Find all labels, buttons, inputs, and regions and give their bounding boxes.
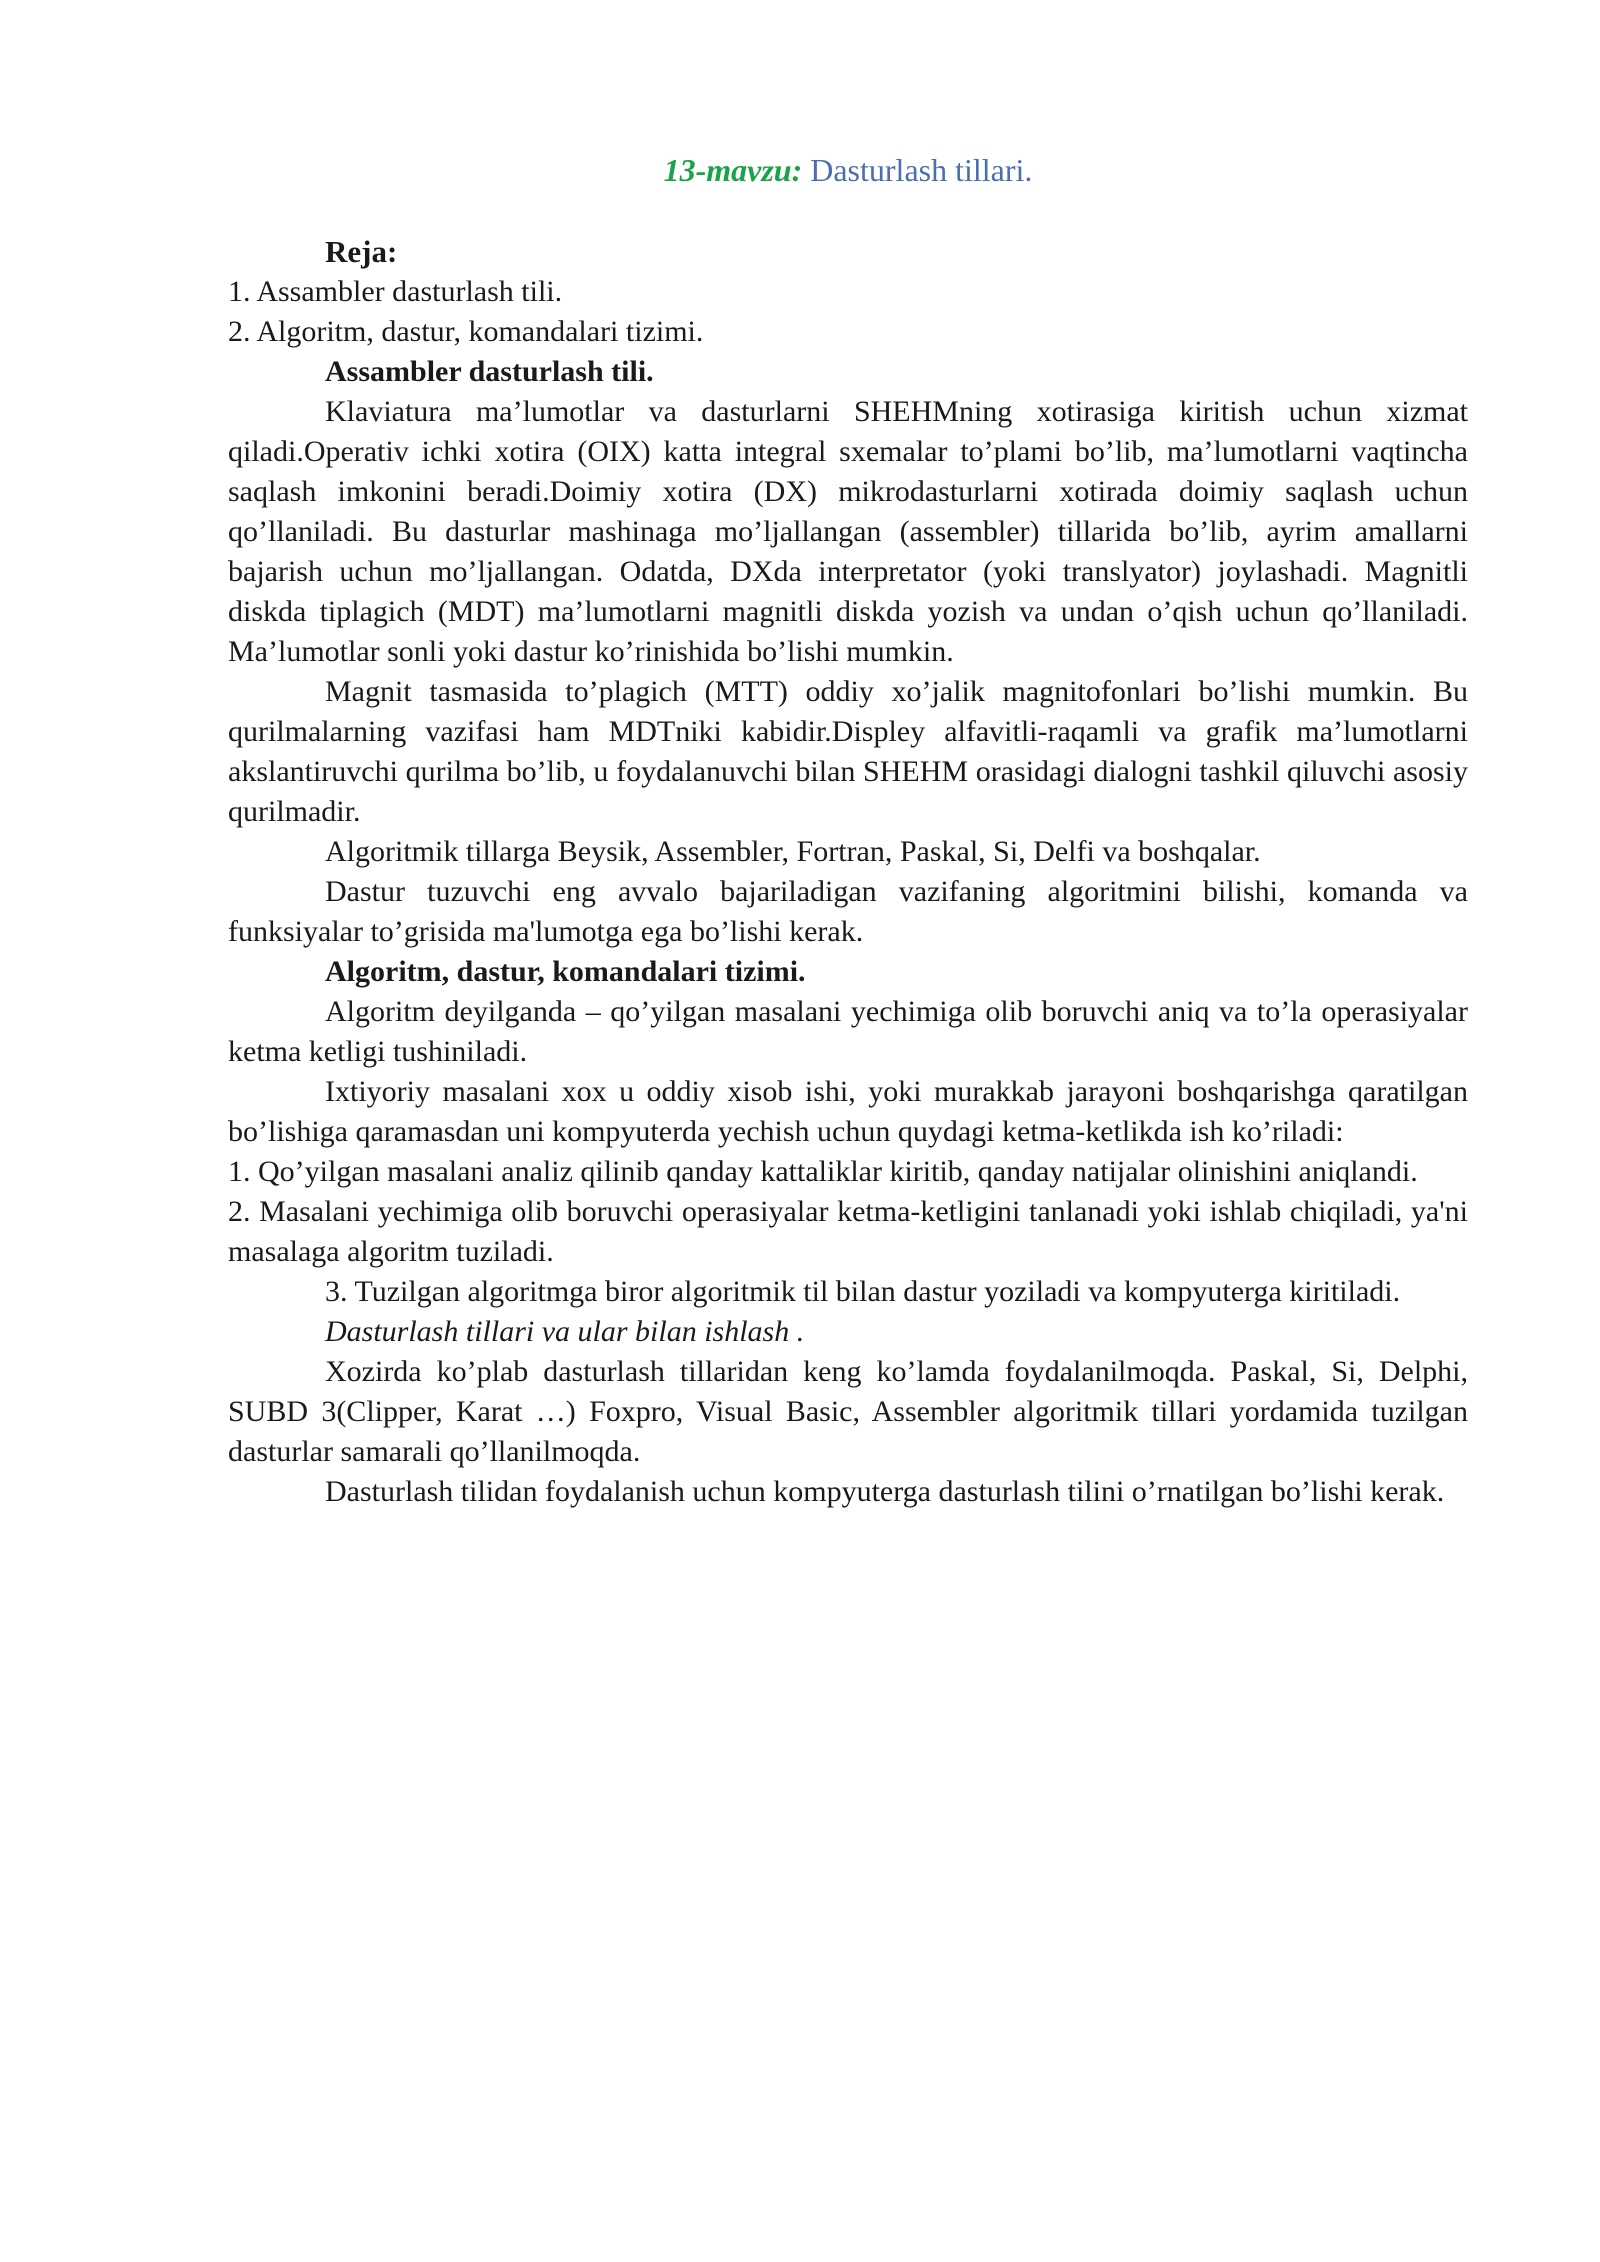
paragraph: Dasturlash tilidan foydalanish uchun kompyuterga dasturlash tilini o’rnatilgan bo’lishi kerak. bbox=[325, 1475, 1445, 1508]
paragraph: Algoritmik tillarga Beysik, Assembler, Fortran, Paskal, Si, Delfi va boshqalar. bbox=[325, 835, 1261, 868]
paragraph: Magnit tasmasida to’plagich (MTT) oddiy xo’jalik magnitofonlari bo’lishi mumkin. Bu qurilmalarning vazifasi ham MDTniki kabidir.Displey alfavitli-raqamli va grafik ma’lumotlarni akslantiruvchi qurilma bo’lib, u foydalanuvchi bilan SHEHM orasidagi dialogni tashkil qiluvchi asosiy qurilmadir. bbox=[228, 675, 1468, 828]
plan-item: 1. Assambler dasturlash tili. bbox=[228, 275, 563, 308]
numbered-step: 1. Qo’yilgan masalani analiz qilinib qanday kattaliklar kiritib, qanday natijalar olinishini aniqlandi. bbox=[228, 1155, 1418, 1188]
section-heading: Algoritm, dastur, komandalari tizimi. bbox=[325, 955, 806, 988]
paragraph: Klaviatura ma’lumotlar va dasturlarni SHEHMning xotirasiga kiritish uchun xizmat qiladi.Operativ ichki xotira (OIX) katta integral sxemalar to’plami bo’lib, ma’lumotlarni vaqtincha saqlash imkonini beradi.Doimiy xotira (DX) mikrodasturlarni xotirada doimiy saqlash uchun qo’llaniladi. Bu dasturlar mashinaga mo’ljallangan (assembler) tillarida bo’lib, ayrim amallarni bajarish uchun mo’ljallangan. Odatda, DXda interpretator (yoki translyator) joylashadi. Magnitli diskda tiplagich (MDT) ma’lumotlarni magnitli diskda yozish va undan o’qish uchun qo’llaniladi. Ma’lumotlar sonli yoki dastur ko’rinishida bo’lishi mumkin. bbox=[228, 395, 1468, 668]
paragraph: Dastur tuzuvchi eng avvalo bajariladigan vazifaning algoritmini bilishi, komanda va funksiyalar to’grisida ma'lumotga ega bo’lishi kerak. bbox=[228, 875, 1468, 948]
numbered-step: 3. Tuzilgan algoritmga biror algoritmik til bilan dastur yoziladi va kompyuterga kiritiladi. bbox=[325, 1275, 1401, 1308]
paragraph: Algoritm deyilganda – qo’yilgan masalani yechimiga olib boruvchi aniq va to’la operasiyalar ketma ketligi tushiniladi. bbox=[228, 995, 1468, 1068]
topic-name: Dasturlash tillari. bbox=[810, 152, 1033, 188]
plan-heading: Reja: bbox=[325, 234, 398, 269]
section-heading: Assambler dasturlash tili. bbox=[325, 355, 654, 388]
document-body bbox=[228, 232, 1468, 1512]
topic-number: 13-mavzu: bbox=[663, 152, 803, 188]
numbered-step: 2. Masalani yechimiga olib boruvchi operasiyalar ketma-ketligini tanlanadi yoki ishlab chiqiladi, ya'ni masalaga algoritm tuziladi. bbox=[228, 1195, 1468, 1268]
plan-item: 2. Algoritm, dastur, komandalari tizimi. bbox=[228, 315, 704, 348]
paragraph: Ixtiyoriy masalani xox u oddiy xisob ishi, yoki murakkab jarayoni boshqarishga qaratilgan bo’lishiga qaramasdan uni kompyuterda yechish uchun quydagi ketma-ketlikda ish ko’riladi: bbox=[228, 1075, 1468, 1148]
page-title bbox=[228, 150, 1468, 190]
paragraph: Xozirda ko’plab dasturlash tillaridan keng ko’lamda foydalanilmoqda. Paskal, Si, Delphi, SUBD 3(Clipper, Karat …) Foxpro, Visual Basic, Assembler algoritmik tillari yordamida tuzilgan dasturlar samarali qo’llanilmoqda. bbox=[228, 1355, 1468, 1468]
section-heading: Dasturlash tillari va ular bilan ishlash . bbox=[325, 1315, 805, 1348]
